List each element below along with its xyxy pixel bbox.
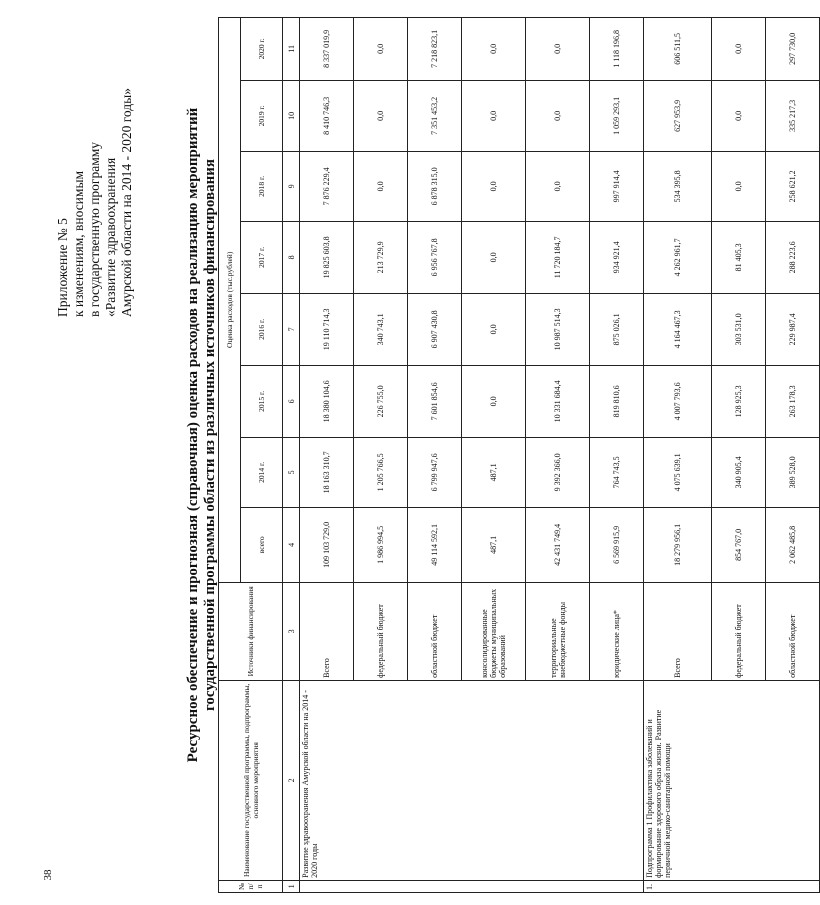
value-cell: 1 986 994,5 xyxy=(354,507,408,582)
value-cell: 997 914,4 xyxy=(590,151,644,221)
value-cell: 11 720 184,7 xyxy=(526,221,590,293)
value-cell: 0,0 xyxy=(354,151,408,221)
value-cell: 0,0 xyxy=(526,151,590,221)
header-row xyxy=(219,17,241,892)
subprogram-section xyxy=(644,17,820,892)
row-number-cell xyxy=(300,880,644,892)
value-cell: 4 262 961,7 xyxy=(644,221,712,293)
value-cell: 9 392 366,0 xyxy=(526,437,590,507)
value-cell: 606 511,5 xyxy=(644,17,712,80)
program-section xyxy=(300,17,644,892)
budget-table xyxy=(218,17,820,893)
col-number: 6 xyxy=(283,365,300,437)
program-name-cell: Подпрограмма 1 Профилактика заболеваний и формирование здорового образа жизни. Развитие первичной медико-санитарной помощи xyxy=(644,680,820,880)
table-row xyxy=(644,17,712,892)
header-total: всего xyxy=(241,507,283,582)
value-cell: 229 987,4 xyxy=(766,293,820,365)
header-year: 2018 г. xyxy=(241,151,283,221)
appendix-line: «Развитие здравоохранения xyxy=(103,157,118,317)
row-number-cell: 1. xyxy=(644,880,820,892)
value-cell: 0,0 xyxy=(462,365,526,437)
header-source: Источники финансирования xyxy=(219,582,283,680)
value-cell: 288 223,6 xyxy=(766,221,820,293)
value-cell: 487,1 xyxy=(462,507,526,582)
page-number: 38 xyxy=(42,869,54,881)
value-cell: 213 729,9 xyxy=(354,221,408,293)
value-cell: 0,0 xyxy=(462,151,526,221)
value-cell: 81 405,3 xyxy=(712,221,766,293)
appendix-line: к изменениям, вносимым xyxy=(71,170,86,317)
value-cell: 1 118 196,8 xyxy=(590,17,644,80)
value-cell: 934 921,4 xyxy=(590,221,644,293)
value-cell: 6 956 767,8 xyxy=(408,221,462,293)
program-name-cell: Развитие здравоохранения Амурской области на 2014 - 2020 годы xyxy=(300,680,644,880)
funding-source-cell: областной бюджет xyxy=(766,582,820,680)
value-cell: 0,0 xyxy=(462,293,526,365)
value-cell: 0,0 xyxy=(712,151,766,221)
appendix-line: в государственную программу xyxy=(87,141,102,317)
col-number: 4 xyxy=(283,507,300,582)
value-cell: 0,0 xyxy=(712,17,766,80)
value-cell: 340 905,4 xyxy=(712,437,766,507)
value-cell: 764 743,5 xyxy=(590,437,644,507)
header-year: 2019 г. xyxy=(241,80,283,151)
value-cell: 10 987 514,3 xyxy=(526,293,590,365)
header-year: 2020 г. xyxy=(241,17,283,80)
value-cell: 297 730,0 xyxy=(766,17,820,80)
value-cell: 0,0 xyxy=(462,17,526,80)
value-cell: 6 878 315,0 xyxy=(408,151,462,221)
value-cell: 128 925,3 xyxy=(712,365,766,437)
value-cell: 0,0 xyxy=(354,17,408,80)
value-cell: 109 103 729,0 xyxy=(300,507,354,582)
value-cell: 8 410 746,3 xyxy=(300,80,354,151)
value-cell: 7 876 229,4 xyxy=(300,151,354,221)
header-name: Наименование государственной программы, подпрограммы, основного мероприятия xyxy=(219,680,283,880)
funding-source-cell: юридические лица* xyxy=(590,582,644,680)
header-estimate: Оценка расходов (тыс.рублей) xyxy=(219,17,241,582)
funding-source-cell: федеральный бюджет xyxy=(354,582,408,680)
value-cell: 0,0 xyxy=(354,80,408,151)
value-cell: 335 217,3 xyxy=(766,80,820,151)
value-cell: 627 953,9 xyxy=(644,80,712,151)
value-cell: 340 743,1 xyxy=(354,293,408,365)
value-cell: 1 059 293,1 xyxy=(590,80,644,151)
value-cell: 2 062 485,8 xyxy=(766,507,820,582)
value-cell: 19 825 603,8 xyxy=(300,221,354,293)
value-cell: 389 528,0 xyxy=(766,437,820,507)
document-title xyxy=(185,0,219,875)
col-number: 3 xyxy=(283,582,300,680)
value-cell: 7 351 453,2 xyxy=(408,80,462,151)
value-cell: 854 767,0 xyxy=(712,507,766,582)
value-cell: 4 164 467,3 xyxy=(644,293,712,365)
funding-source-cell: Всего xyxy=(300,582,354,680)
value-cell: 19 110 714,3 xyxy=(300,293,354,365)
col-number: 8 xyxy=(283,221,300,293)
value-cell: 7 218 823,1 xyxy=(408,17,462,80)
col-number: 5 xyxy=(283,437,300,507)
col-number: 7 xyxy=(283,293,300,365)
funding-source-cell: территориальные внебюджетные фонды xyxy=(526,582,590,680)
appendix-line: Амурской области на 2014 - 2020 годы» xyxy=(119,88,134,317)
value-cell: 0,0 xyxy=(526,80,590,151)
value-cell: 18 380 104,6 xyxy=(300,365,354,437)
value-cell: 819 810,6 xyxy=(590,365,644,437)
value-cell: 42 431 749,4 xyxy=(526,507,590,582)
value-cell: 6 907 430,8 xyxy=(408,293,462,365)
value-cell: 303 531,0 xyxy=(712,293,766,365)
value-cell: 4 007 793,6 xyxy=(644,365,712,437)
value-cell: 6 569 915,9 xyxy=(590,507,644,582)
value-cell: 258 621,2 xyxy=(766,151,820,221)
value-cell: 49 114 592,1 xyxy=(408,507,462,582)
value-cell: 6 799 947,6 xyxy=(408,437,462,507)
funding-source-cell: федеральный бюджет xyxy=(712,582,766,680)
title-line: Ресурсное обеспечение и прогнозная (справочная) оценка расходов на реализацию мероприятий xyxy=(185,107,201,763)
value-cell: 18 163 310,7 xyxy=(300,437,354,507)
value-cell: 226 755,0 xyxy=(354,365,408,437)
col-number: 9 xyxy=(283,151,300,221)
header-year: 2014 г. xyxy=(241,437,283,507)
value-cell: 8 337 019,9 xyxy=(300,17,354,80)
header-year: 2016 г. xyxy=(241,293,283,365)
funding-source-cell: областной бюджет xyxy=(408,582,462,680)
col-number: 11 xyxy=(283,17,300,80)
col-number: 1 xyxy=(283,880,300,892)
value-cell: 7 601 854,6 xyxy=(408,365,462,437)
col-number: 2 xyxy=(283,680,300,880)
value-cell: 1 205 766,5 xyxy=(354,437,408,507)
value-cell: 875 026,1 xyxy=(590,293,644,365)
table-row xyxy=(300,17,354,892)
value-cell: 0,0 xyxy=(712,80,766,151)
value-cell: 0,0 xyxy=(462,80,526,151)
header-year: 2017 г. xyxy=(241,221,283,293)
value-cell: 4 075 639,1 xyxy=(644,437,712,507)
value-cell: 18 279 956,1 xyxy=(644,507,712,582)
header-num: № п/п xyxy=(219,880,283,892)
funding-source-cell: Всего xyxy=(644,582,712,680)
funding-source-cell: консолидированные бюджеты муниципальных образований xyxy=(462,582,526,680)
header-year: 2015 г. xyxy=(241,365,283,437)
column-number-row xyxy=(283,17,300,892)
col-number: 10 xyxy=(283,80,300,151)
value-cell: 10 331 684,4 xyxy=(526,365,590,437)
value-cell: 263 178,3 xyxy=(766,365,820,437)
value-cell: 534 395,8 xyxy=(644,151,712,221)
value-cell: 0,0 xyxy=(526,17,590,80)
appendix-line: Приложение № 5 xyxy=(55,218,70,317)
value-cell: 0,0 xyxy=(462,221,526,293)
title-line: государственной программы области из различных источников финансирования xyxy=(202,158,218,712)
value-cell: 487,1 xyxy=(462,437,526,507)
appendix-block xyxy=(55,17,135,317)
